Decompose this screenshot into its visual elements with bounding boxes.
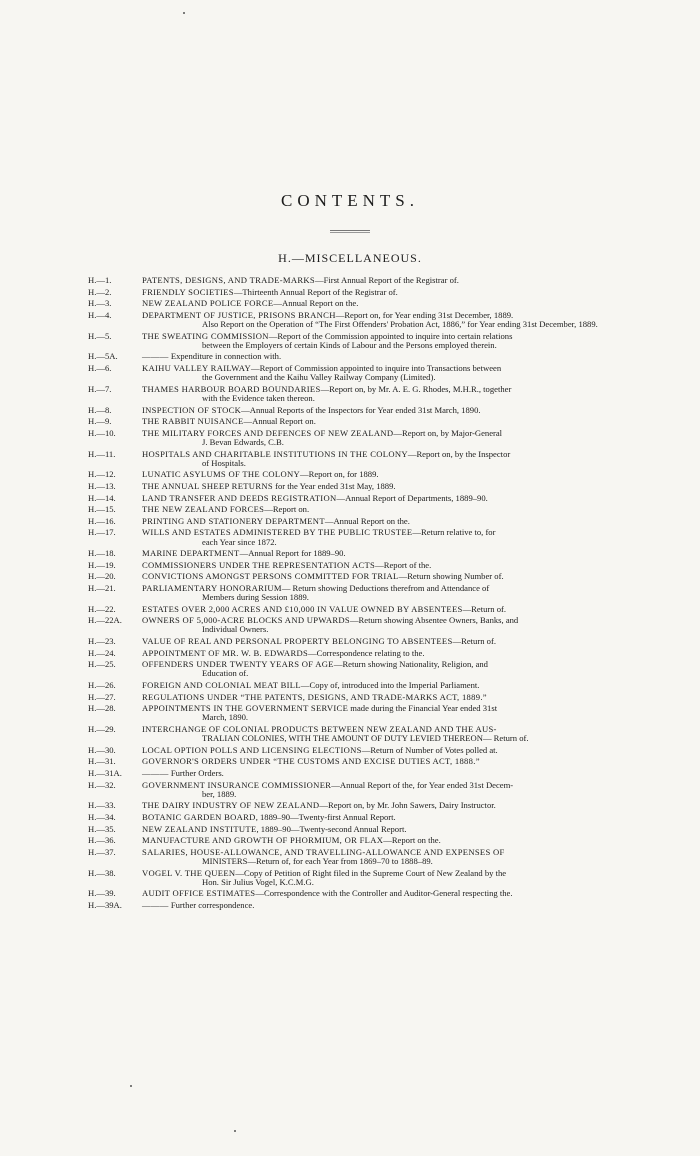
contents-entry — [88, 482, 634, 491]
entry-text: —Report on, by Major-General — [393, 427, 503, 438]
paper-code: H.—14. — [88, 492, 116, 503]
entry-heading: LOCAL OPTION POLLS AND LICENSING ELECTIONS — [142, 744, 362, 755]
paper-code: H.—38. — [88, 867, 116, 878]
entry-continuation: ber, 1889. — [202, 788, 237, 799]
entry-continuation: March, 1890. — [202, 712, 249, 723]
entry-description — [142, 649, 634, 658]
paper-code: H.—18. — [88, 548, 116, 559]
contents-entry — [88, 616, 634, 634]
entry-heading: COMMISSIONERS UNDER THE REPRESENTATION ACTS — [142, 559, 376, 570]
entry-text: made during the Financial Year ended 31st — [348, 703, 498, 714]
entry-heading: ——— — [142, 768, 169, 779]
entry-continuation: MINISTERS—Return of, for each Year from 1869–70 to 1888–89. — [202, 856, 433, 866]
contents-entry — [88, 517, 634, 526]
paper-code: H.—1. — [88, 275, 112, 285]
contents-entry — [88, 561, 634, 570]
entry-text: —Report on, for 1889. — [300, 469, 379, 480]
paper-code: H.—3. — [88, 298, 112, 309]
entry-text: —Correspondence with the Controller and Auditor-General respecting the. — [255, 888, 513, 899]
contents-entry — [88, 450, 634, 468]
entry-heading: NEW ZEALAND INSTITUTE — [142, 823, 257, 834]
entry-text: , 1889–90—Twenty-second Annual Report. — [256, 823, 407, 834]
paper-code: H.—31A. — [88, 768, 122, 779]
paper-code: H.—20. — [88, 571, 116, 582]
entry-heading: FRIENDLY SOCIETIES — [142, 286, 234, 297]
entry-text: for the Year ended 31st May, 1889. — [272, 480, 396, 491]
entry-heading: ——— — [142, 899, 169, 910]
entry-heading: REGULATIONS UNDER “THE PATENTS, DESIGNS, AND TRADE-MARKS ACT, 1889.” — [142, 691, 487, 702]
entry-continuation: Hon. Sir Julius Vogel, K.C.M.G. — [202, 876, 314, 887]
contents-entry — [88, 352, 634, 361]
entry-text: —Return showing Number of. — [398, 571, 504, 582]
entry-description — [142, 825, 634, 834]
contents-entry — [88, 813, 634, 822]
entry-description — [142, 517, 634, 526]
entry-heading: THE ANNUAL SHEEP RETURNS — [142, 480, 273, 491]
entry-continuation: J. Bevan Edwards, C.B. — [202, 436, 284, 447]
paper-code: H.—21. — [88, 582, 116, 593]
entry-text: —Return relative to, for — [412, 527, 496, 538]
entry-description — [142, 637, 634, 646]
entry-description — [142, 813, 634, 822]
paper-code: H.—6. — [88, 362, 112, 373]
entry-text: Expenditure in connection with. — [168, 351, 282, 362]
entry-description — [142, 494, 634, 503]
entry-description — [142, 757, 634, 766]
paper-code: H.—25. — [88, 659, 116, 670]
entry-heading: FOREIGN AND COLONIAL MEAT BILL — [142, 680, 301, 691]
paper-code: H.—33. — [88, 800, 116, 811]
entry-heading: LUNATIC ASYLUMS OF THE COLONY — [142, 469, 300, 480]
entry-description — [142, 429, 634, 447]
contents-entry — [88, 429, 634, 447]
contents-entry — [88, 757, 634, 766]
entry-description — [142, 746, 634, 755]
entry-description — [142, 781, 634, 799]
entry-continuation: Also Report on the Operation of “The First Offenders' Probation Act, 1886,” for Year ending 31st December, 1889. — [202, 318, 598, 329]
contents-entry — [88, 528, 634, 546]
entry-description — [142, 836, 634, 845]
paper-code: H.—19. — [88, 559, 116, 570]
contents-entry — [88, 889, 634, 898]
paper-code: H.—36. — [88, 835, 116, 846]
entry-description — [142, 364, 634, 382]
contents-entry — [88, 769, 634, 778]
entry-description — [142, 769, 634, 778]
entry-text: —Report on. — [264, 504, 310, 515]
entry-text: —Annual Report of the, for Year ended 31st Decem- — [331, 779, 514, 790]
entry-description — [142, 681, 634, 690]
contents-entry — [88, 605, 634, 614]
entry-heading: THE RABBIT NUISANCE — [142, 416, 244, 427]
entry-description — [142, 901, 634, 910]
contents-list — [88, 276, 634, 913]
entry-heading: THE MILITARY FORCES AND DEFENCES OF NEW ZEALAND — [142, 427, 394, 438]
contents-entry — [88, 825, 634, 834]
entry-text: —Report of the. — [375, 559, 432, 570]
paper-code: H.—39. — [88, 888, 116, 899]
paper-code: H.—7. — [88, 383, 112, 394]
entry-heading: VALUE OF REAL AND PERSONAL PROPERTY BELONGING TO ABSENTEES — [142, 636, 453, 647]
paper-code: H.—34. — [88, 812, 116, 823]
entry-description — [142, 528, 634, 546]
entry-heading: BOTANIC GARDEN BOARD — [142, 812, 256, 823]
contents-entry — [88, 572, 634, 581]
entry-text: —Annual Report on. — [243, 416, 316, 427]
paper-code: H.—29. — [88, 724, 116, 735]
paper-code: H.—13. — [88, 480, 116, 491]
entry-description — [142, 801, 634, 810]
entry-description — [142, 616, 634, 634]
entry-heading: MARINE DEPARTMENT — [142, 548, 240, 559]
entry-heading: APPOINTMENT OF MR. W. B. EDWARDS — [142, 647, 309, 658]
paper-code: H.—8. — [88, 404, 112, 415]
entry-text: Further correspondence. — [168, 899, 255, 910]
entry-text: —Annual Report for 1889–90. — [239, 548, 346, 559]
contents-entry — [88, 505, 634, 514]
entry-description — [142, 889, 634, 898]
entry-text: —Return showing Absentee Owners, Banks, and — [349, 615, 519, 626]
entry-text: —Return of. — [462, 603, 507, 614]
entry-continuation: of Hospitals. — [202, 457, 246, 468]
entry-text: , 1889–90—Twenty-first Annual Report. — [255, 812, 396, 823]
contents-entry — [88, 288, 634, 297]
contents-entry — [88, 549, 634, 558]
entry-heading: AUDIT OFFICE ESTIMATES — [142, 888, 256, 899]
contents-entry — [88, 746, 634, 755]
paper-code: H.—4. — [88, 309, 112, 320]
paper-code: H.—5A. — [88, 351, 118, 362]
paper-code: H.—31. — [88, 756, 116, 767]
entry-text: —Report on the. — [383, 835, 441, 846]
paper-code: H.—37. — [88, 846, 116, 857]
entry-continuation: Education of. — [202, 668, 249, 679]
entry-continuation: TRALIAN COLONIES, WITH THE AMOUNT OF DUTY LEVIED THEREON— Return of. — [202, 733, 529, 744]
entry-text: —Return of Number of Votes polled at. — [361, 744, 498, 755]
contents-entry — [88, 681, 634, 690]
title-rule — [330, 230, 370, 233]
paper-code: H.—32. — [88, 779, 116, 790]
entry-heading: SALARIES, HOUSE-ALLOWANCE, AND TRAVELLING-ALLOWANCE AND EXPENSES OF — [142, 846, 505, 857]
contents-entry — [88, 660, 634, 678]
entry-description — [142, 561, 634, 570]
section-heading: H.—MISCELLANEOUS. — [278, 251, 422, 265]
entry-heading: PARLIAMENTARY HONORARIUM — [142, 582, 282, 593]
entry-description — [142, 869, 634, 887]
entry-heading: INSPECTION OF STOCK — [142, 404, 242, 415]
contents-entry — [88, 332, 634, 350]
paper-code: H.—2. — [88, 286, 112, 297]
contents-entry — [88, 406, 634, 415]
entry-description — [142, 482, 634, 491]
entry-heading: ESTATES OVER 2,000 ACRES AND £10,000 IN VALUE OWNED BY ABSENTEES — [142, 603, 463, 614]
entry-text: —Annual Report on the. — [324, 515, 410, 526]
entry-heading: THAMES HARBOUR BOARD BOUNDARIES — [142, 383, 321, 394]
entry-heading: INTERCHANGE OF COLONIAL PRODUCTS BETWEEN NEW ZEALAND AND THE AUS- — [142, 724, 497, 735]
contents-entry — [88, 781, 634, 799]
entry-description — [142, 450, 634, 468]
entry-description — [142, 406, 634, 415]
contents-entry — [88, 901, 634, 910]
entry-text: —Return showing Nationality, Religion, and — [333, 659, 488, 670]
entry-text: —Annual Reports of the Inspectors for Year ended 31st March, 1890. — [241, 404, 481, 415]
entry-heading: THE NEW ZEALAND FORCES — [142, 504, 265, 515]
contents-entry — [88, 470, 634, 479]
contents-entry — [88, 848, 634, 866]
entry-heading: PRINTING AND STATIONERY DEPARTMENT — [142, 515, 325, 526]
entry-text: —Thirteenth Annual Report of the Registrar of. — [233, 286, 398, 297]
paper-code: H.—22A. — [88, 615, 122, 626]
entry-heading: PATENTS, DESIGNS, AND TRADE-MARKS — [142, 275, 315, 285]
entry-heading: OWNERS OF 5,000-ACRE BLOCKS AND UPWARDS — [142, 615, 350, 626]
entry-description — [142, 704, 634, 722]
entry-continuation: with the Evidence taken thereon. — [202, 392, 315, 403]
entry-description — [142, 505, 634, 514]
contents-entry — [88, 364, 634, 382]
entry-description — [142, 276, 634, 285]
contents-entry — [88, 276, 634, 285]
paper-code: H.—39A. — [88, 899, 122, 910]
contents-entry — [88, 704, 634, 722]
contents-entry — [88, 417, 634, 426]
entry-description — [142, 352, 634, 361]
entry-description — [142, 288, 634, 297]
entry-description — [142, 584, 634, 602]
entry-heading: LAND TRANSFER AND DEEDS REGISTRATION — [142, 492, 337, 503]
entry-heading: DEPARTMENT OF JUSTICE, PRISONS BRANCH — [142, 309, 336, 320]
entry-heading: THE DAIRY INDUSTRY OF NEW ZEALAND — [142, 800, 320, 811]
contents-entry — [88, 311, 634, 329]
entry-text: —Report on, for Year ending 31st December, 1889. — [335, 309, 514, 320]
entry-description — [142, 385, 634, 403]
paper-code: H.—27. — [88, 691, 116, 702]
paper-code: H.—35. — [88, 823, 116, 834]
contents-entry — [88, 649, 634, 658]
entry-text: —Report on, by Mr. John Sawers, Dairy Instructor. — [319, 800, 496, 811]
entry-text: —First Annual Report of the Registrar of. — [314, 275, 459, 285]
contents-entry — [88, 836, 634, 845]
entry-description — [142, 332, 634, 350]
contents-entry — [88, 494, 634, 503]
contents-entry — [88, 725, 634, 743]
entry-text: —Report on, by the Inspector — [407, 448, 511, 459]
entry-description — [142, 725, 634, 743]
paper-code: H.—12. — [88, 469, 116, 480]
paper-code: H.—22. — [88, 603, 116, 614]
entry-heading: VOGEL V. THE QUEEN — [142, 867, 236, 878]
paper-code: H.—15. — [88, 504, 116, 515]
entry-description — [142, 299, 634, 308]
entry-heading: HOSPITALS AND CHARITABLE INSTITUTIONS IN THE COLONY — [142, 448, 408, 459]
entry-text: —Report on, by Mr. A. E. G. Rhodes, M.H.R., together — [320, 383, 512, 394]
entry-continuation: Members during Session 1889. — [202, 592, 309, 603]
paper-code: H.—17. — [88, 527, 116, 538]
entry-text: —Copy of, introduced into the Imperial Parliament. — [300, 680, 480, 691]
contents-entry — [88, 299, 634, 308]
paper-code: H.—30. — [88, 744, 116, 755]
entry-text: — Return showing Deductions therefrom and Attendance of — [281, 582, 490, 593]
entry-text: —Annual Report on the. — [273, 298, 359, 309]
paper-code: H.—10. — [88, 427, 116, 438]
entry-heading: MANUFACTURE AND GROWTH OF PHORMIUM, OR FLAX — [142, 835, 384, 846]
entry-heading: KAIHU VALLEY RAILWAY — [142, 362, 251, 373]
entry-description — [142, 572, 634, 581]
entry-heading: GOVERNMENT INSURANCE COMMISSIONER — [142, 779, 332, 790]
entry-text: Further Orders. — [168, 768, 224, 779]
paper-code: H.—24. — [88, 647, 116, 658]
entry-continuation: Individual Owners. — [202, 624, 269, 635]
entry-heading: WILLS AND ESTATES ADMINISTERED BY THE PUBLIC TRUSTEE — [142, 527, 413, 538]
paper-code: H.—9. — [88, 416, 112, 427]
entry-heading: NEW ZEALAND POLICE FORCE — [142, 298, 274, 309]
contents-entry — [88, 584, 634, 602]
entry-heading: APPOINTMENTS IN THE GOVERNMENT SERVICE — [142, 703, 349, 714]
contents-entry — [88, 801, 634, 810]
entry-text: —Report of the Commission appointed to inquire into certain relations — [268, 330, 513, 341]
entry-text: —Correspondence relating to the. — [308, 647, 425, 658]
entry-heading: CONVICTIONS AMONGST PERSONS COMMITTED FOR TRIAL — [142, 571, 399, 582]
entry-continuation: each Year since 1872. — [202, 536, 277, 547]
paper-code: H.—23. — [88, 636, 116, 647]
page-title: CONTENTS. — [280, 191, 420, 210]
entry-heading: OFFENDERS UNDER TWENTY YEARS OF AGE — [142, 659, 334, 670]
paper-code: H.—5. — [88, 330, 112, 341]
entry-description — [142, 470, 634, 479]
entry-continuation: the Government and the Kaihu Valley Railway Company (Limited). — [202, 372, 436, 383]
entry-description — [142, 848, 634, 866]
contents-entry — [88, 693, 634, 702]
paper-code: H.—11. — [88, 448, 116, 459]
entry-text: —Annual Report of Departments, 1889–90. — [336, 492, 488, 503]
entry-text: —Return of. — [452, 636, 496, 647]
entry-heading: THE SWEATING COMMISSION — [142, 330, 269, 341]
entry-description — [142, 660, 634, 678]
entry-heading: GOVERNOR'S ORDERS UNDER “THE CUSTOMS AND EXCISE DUTIES ACT, 1888.” — [142, 756, 480, 767]
paper-code: H.—28. — [88, 703, 116, 714]
paper-code: H.—26. — [88, 680, 116, 691]
entry-continuation: between the Employers of certain Kinds of Labour and the Persons employed therein. — [202, 339, 497, 350]
entry-description — [142, 417, 634, 426]
entry-description — [142, 605, 634, 614]
contents-entry — [88, 869, 634, 887]
entry-description — [142, 311, 634, 329]
paper-code: H.—16. — [88, 515, 116, 526]
entry-description — [142, 693, 634, 702]
entry-text: —Copy of Petition of Right filed in the Supreme Court of New Zealand by the — [235, 867, 507, 878]
contents-entry — [88, 385, 634, 403]
contents-entry — [88, 637, 634, 646]
entry-text: —Report of Commission appointed to inquire into Transactions between — [250, 362, 502, 373]
entry-heading: ——— — [142, 351, 169, 362]
entry-description — [142, 549, 634, 558]
